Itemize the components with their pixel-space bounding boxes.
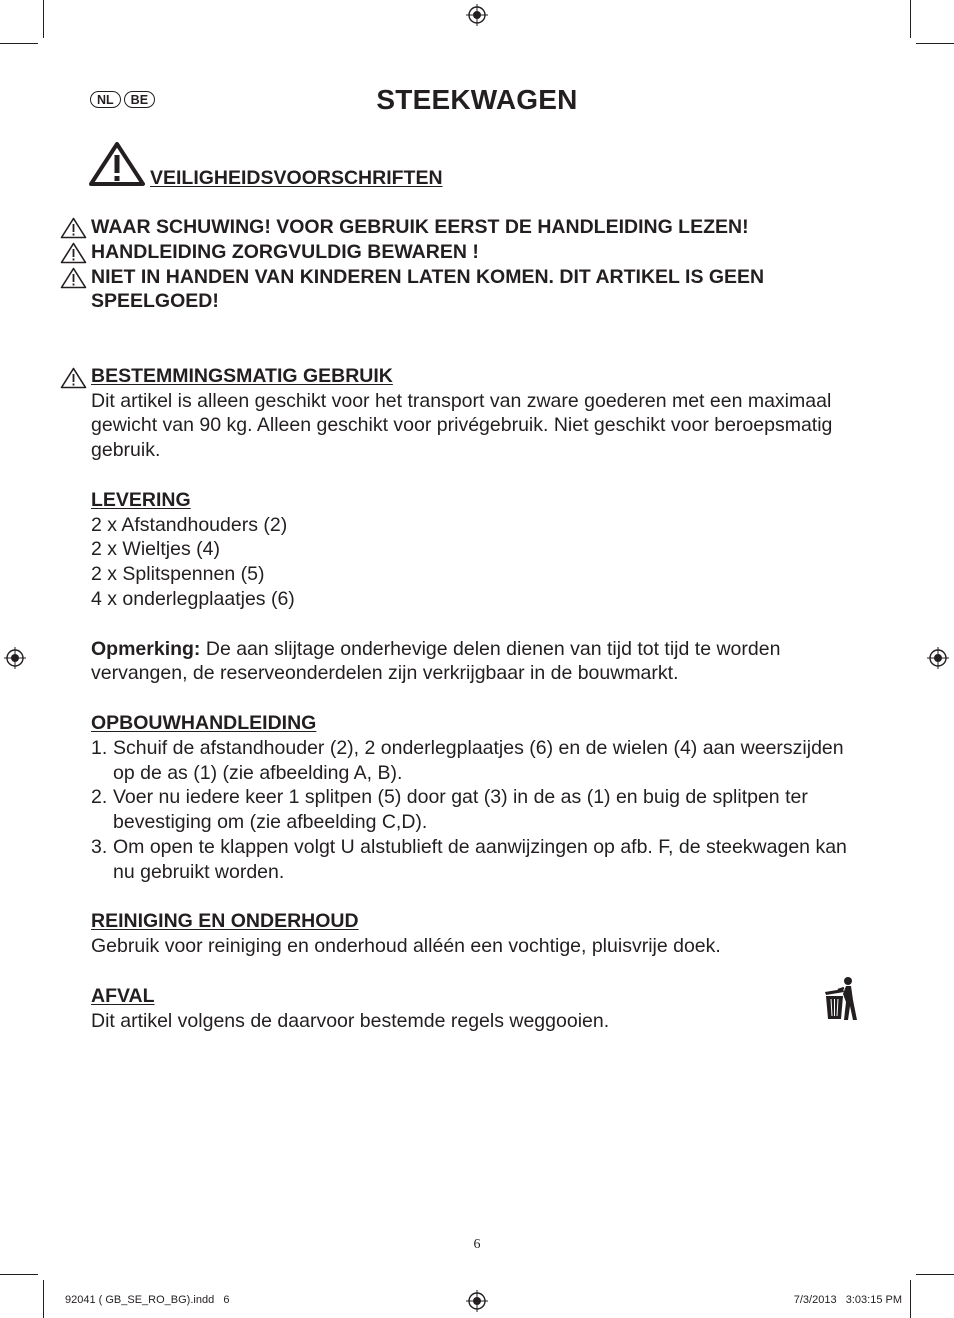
step-text: Schuif de afstandhouder (2), 2 onderlegplaatjes (6) en de wielen (4) aan weerszijden op de as (1) (zie afbeelding A, B).	[113, 736, 844, 784]
delivery-heading: LEVERING	[91, 488, 191, 511]
registration-mark-icon	[4, 647, 26, 669]
waste-heading: AFVAL	[91, 984, 155, 1007]
crop-mark	[910, 0, 911, 38]
registration-mark-icon	[466, 1290, 488, 1312]
safety-warning	[91, 240, 891, 265]
cleaning-heading: REINIGING EN ONDERHOUD	[91, 910, 359, 933]
intended-use-section	[91, 364, 891, 389]
step-text: Voer nu iedere keer 1 splitpen (5) door gat (3) in de as (1) en buig de splitpen ter bevestiging om (zie afbeelding C,D).	[113, 786, 808, 834]
language-badge-nl: NL	[90, 91, 121, 108]
crop-mark	[916, 43, 954, 44]
warning-triangle-icon	[60, 367, 87, 389]
cleaning-text: Gebruik voor reiniging en onderhoud alléén een vochtige, pluisvrije doek.	[91, 935, 721, 958]
page-title: STEEKWAGEN	[376, 84, 578, 115]
delivery-item: 2 x Afstandhouders (2)	[91, 513, 288, 536]
assembly-heading: OPBOUWHANDLEIDING	[91, 711, 317, 734]
step-number: 1.	[91, 736, 108, 759]
step-text: Om open te klappen volgt U alstublieft de aanwijzingen op afb. F, de steekwagen kan nu gebruikt worden.	[113, 835, 847, 883]
safety-warning	[91, 215, 891, 240]
intended-use-text: Dit artikel is alleen geschikt voor het transport van zware goederen met een maximaal gewicht van 90 kg. Alleen geschikt voor privégebruik. Niet geschikt voor beroepsmatig gebruik.	[91, 389, 833, 462]
crop-mark	[0, 1274, 38, 1275]
warning-triangle-icon	[60, 217, 87, 239]
delivery-item: 2 x Splitspennen (5)	[91, 563, 265, 586]
intended-use-heading: BESTEMMINGSMATIG GEBRUIK	[91, 364, 393, 387]
footer-file: 92041 ( GB_SE_RO_BG).indd 6	[65, 1294, 230, 1306]
document-body	[91, 215, 891, 1033]
warning-triangle-icon	[60, 242, 87, 264]
crop-mark	[910, 1280, 911, 1318]
warning-triangle-icon	[89, 142, 145, 186]
safety-warning-text: HANDLEIDING ZORGVULDIG BEWAREN !	[91, 240, 479, 263]
safety-warning-text: WAAR SCHUWING! VOOR GEBRUIK EERST DE HANDLEIDING LEZEN!	[91, 216, 749, 238]
waste-disposal-icon	[822, 976, 858, 1022]
crop-mark	[0, 43, 38, 44]
step-number: 3.	[91, 835, 108, 858]
safety-heading: VEILIGHEIDSVOORSCHRIFTEN	[150, 167, 443, 189]
note-label: Opmerking:	[91, 637, 201, 660]
registration-mark-icon	[927, 647, 949, 669]
step-number: 2.	[91, 786, 108, 809]
crop-mark	[916, 1274, 954, 1275]
safety-warning-text: NIET IN HANDEN VAN KINDEREN LATEN KOMEN. DIT ARTIKEL IS GEEN SPEELGOED!	[91, 265, 765, 313]
footer-datetime: 7/3/2013 3:03:15 PM	[793, 1294, 902, 1306]
note-paragraph	[91, 637, 841, 687]
delivery-item: 2 x Wieltjes (4)	[91, 538, 220, 561]
assembly-steps	[91, 736, 861, 885]
assembly-step	[91, 835, 861, 885]
language-badge-be: BE	[124, 91, 155, 108]
delivery-item: 4 x onderlegplaatjes (6)	[91, 587, 295, 610]
waste-text: Dit artikel volgens de daarvoor bestemde regels weggooien.	[91, 1009, 610, 1032]
assembly-step	[91, 736, 861, 786]
assembly-step	[91, 785, 861, 835]
page-number: 6	[473, 1237, 481, 1252]
registration-mark-icon	[466, 4, 488, 26]
crop-mark	[43, 1280, 44, 1318]
crop-mark	[43, 0, 44, 38]
warning-triangle-icon	[60, 267, 87, 289]
safety-warning	[91, 265, 891, 315]
note-text: De aan slijtage onderhevige delen dienen van tijd tot tijd te worden vervangen, de reserveonderdelen zijn verkrijgbaar in de bouwmarkt.	[91, 637, 781, 685]
